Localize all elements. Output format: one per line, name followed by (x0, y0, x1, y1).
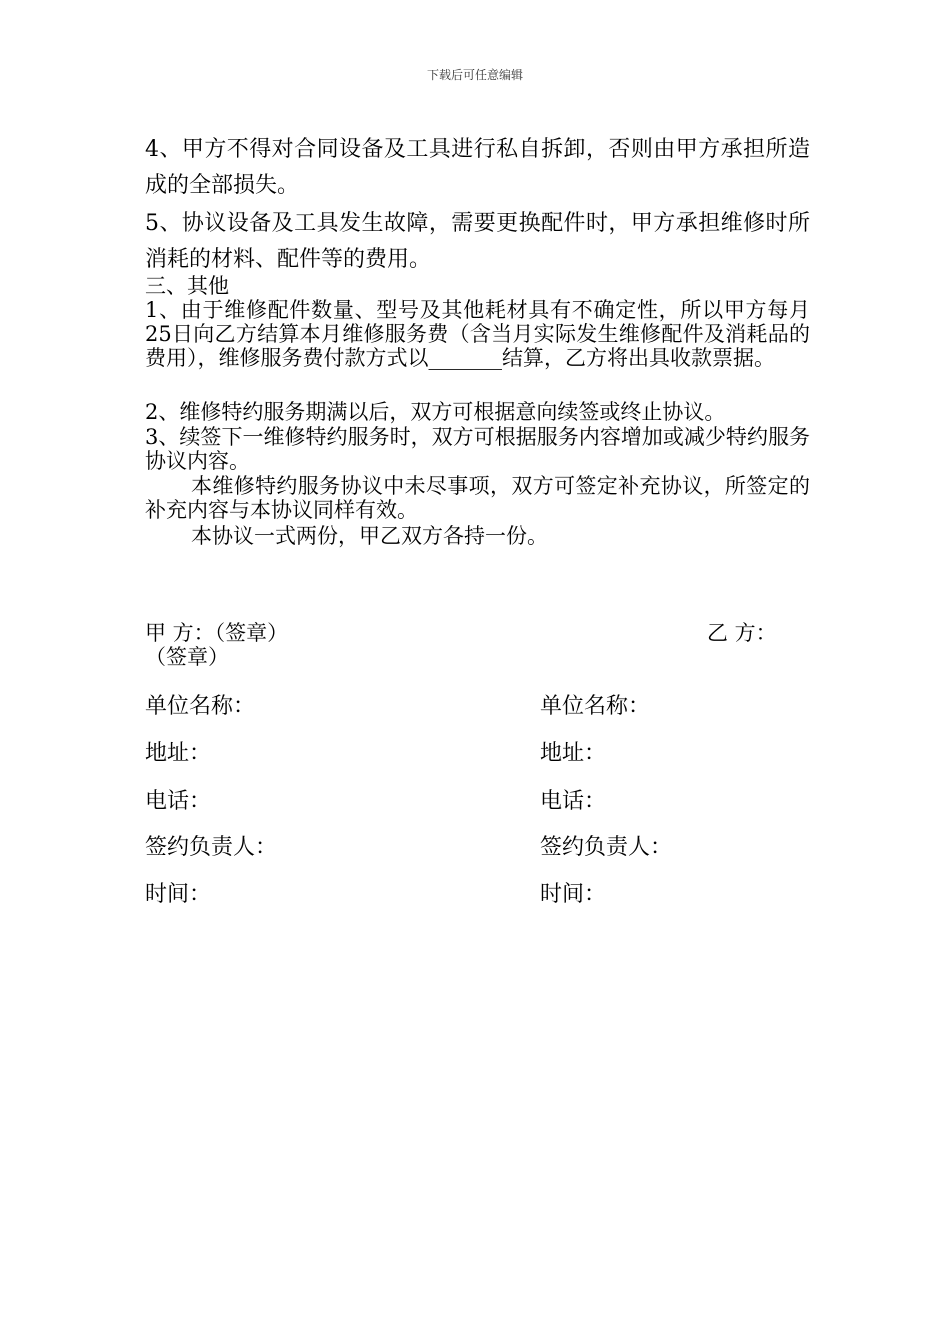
copies-paragraph: 本协议一式两份，甲乙双方各持一份。 (191, 524, 548, 548)
party-b-signer: 签约负责人： (540, 835, 673, 860)
party-b-unit-name: 单位名称： (540, 694, 651, 719)
party-a-signer: 签约负责人： (145, 835, 278, 860)
party-b-phone: 电话： (540, 789, 607, 814)
party-a-address: 地址： (145, 741, 212, 766)
party-b-seal: （签章） (145, 645, 229, 669)
party-a-label: 甲 方：（签章） (145, 621, 289, 645)
clause-item-4: 4、甲方不得对合同设备及工具进行私自拆卸，否则由甲方承担所造成的全部损失。 (145, 137, 810, 198)
other-item-1: 1、由于维修配件数量、型号及其他耗材具有不确定性，所以甲方每月25日向乙方结算本月维修服务费（含当月实际发生维修配件及消耗品的费用），维修服务费付款方式以_______结算，乙方将出具收款票据。 (145, 298, 810, 370)
party-a-unit-name: 单位名称： (145, 694, 256, 719)
party-b-label: 乙 方： (707, 621, 777, 645)
supplement-paragraph: 本维修特约服务协议中未尽事项，双方可签定补充协议，所签定的补充内容与本协议同样有效。 (145, 474, 810, 522)
header-note: 下载后可任意编辑 (426, 68, 523, 82)
party-a-phone: 电话： (145, 789, 212, 814)
party-b-time: 时间： (540, 882, 607, 907)
section-heading-other: 三、其他 (145, 274, 229, 298)
other-item-2: 2、维修特约服务期满以后，双方可根据意向续签或终止协议。 (145, 400, 726, 424)
party-a-time: 时间： (145, 882, 212, 907)
clause-item-5: 5、协议设备及工具发生故障，需要更换配件时，甲方承担维修时所消耗的材料、配件等的费用。 (145, 211, 810, 272)
party-b-address: 地址： (540, 741, 607, 766)
other-item-3: 3、续签下一维修特约服务时，双方可根据服务内容增加或减少特约服务协议内容。 (145, 425, 810, 473)
